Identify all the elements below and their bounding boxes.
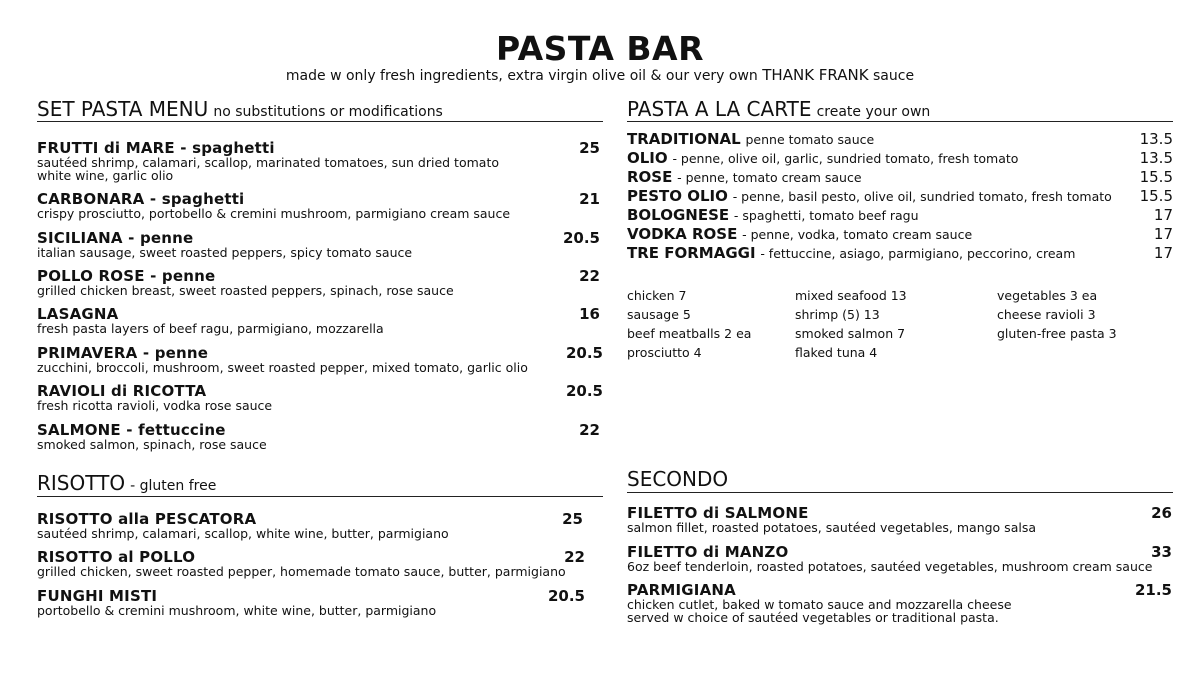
menu-item: [37, 588, 597, 617]
carte-row: [627, 206, 1173, 225]
carte-desc: - penne, basil pesto, olive oil, sundried tomato, fresh tomato: [732, 189, 1112, 204]
subtitle-prefix: made w only fresh ingredients, extra virgin olive oil & our very own: [285, 68, 758, 84]
addon-item: vegetables 3 ea: [997, 288, 1098, 303]
item-name: SICILIANA - penne: [37, 229, 194, 247]
menu-item: [627, 505, 1187, 534]
menu-item: [627, 582, 1187, 624]
item-price: 26: [1151, 504, 1172, 522]
menu-item: [37, 383, 597, 412]
carte-price: 15.5: [1139, 168, 1173, 186]
item-name: POLLO ROSE - penne: [37, 267, 216, 285]
carte-note: create your own: [816, 104, 931, 120]
carte-heading: [627, 98, 930, 122]
addon-item: chicken 7: [627, 288, 687, 303]
addon-item: smoked salmon 7: [795, 326, 906, 341]
item-price: 22: [564, 548, 585, 566]
menu-item: [37, 268, 597, 297]
risotto-note: - gluten free: [130, 478, 217, 494]
item-price: 22: [579, 421, 600, 439]
addon-item: flaked tuna 4: [795, 345, 878, 360]
secondo-title: SECONDO: [627, 467, 729, 491]
menu-item: [37, 230, 597, 259]
carte-price: 17: [1153, 225, 1173, 243]
carte-title: PASTA A LA CARTE: [627, 97, 812, 121]
carte-price: 13.5: [1139, 130, 1173, 148]
carte-row: [627, 130, 1173, 149]
item-desc: chicken cutlet, baked w tomato sauce and mozzarella cheese: [627, 597, 1012, 612]
item-price: 20.5: [565, 382, 603, 400]
carte-list: [627, 130, 1173, 263]
item-desc: smoked salmon, spinach, rose sauce: [37, 437, 267, 452]
carte-price: 17: [1153, 244, 1173, 262]
item-name: PRIMAVERA - penne: [37, 344, 209, 362]
carte-name: ROSE: [627, 168, 673, 186]
carte-price: 13.5: [1139, 149, 1173, 167]
item-desc-2: served w choice of sautéed vegetables or traditional pasta.: [627, 610, 999, 625]
item-price: 25: [579, 139, 600, 157]
set-pasta-divider: [37, 121, 603, 122]
item-desc: salmon fillet, roasted potatoes, sautéed vegetables, mango salsa: [627, 520, 1036, 535]
addon-item: beef meatballs 2 ea: [627, 326, 752, 341]
addons-col-3: [997, 286, 1117, 343]
menu-title: PASTA BAR: [495, 29, 705, 68]
secondo-heading: [627, 468, 728, 492]
addons-col-2: [795, 286, 907, 362]
menu-item: [37, 345, 597, 374]
item-desc: italian sausage, sweet roasted peppers, spicy tomato sauce: [37, 245, 413, 260]
set-pasta-title: SET PASTA MENU: [37, 97, 209, 121]
item-name: RISOTTO al POLLO: [37, 548, 196, 566]
item-name: FILETTO di SALMONE: [627, 504, 809, 522]
carte-name: OLIO: [627, 149, 668, 167]
item-name: FUNGHI MISTI: [37, 587, 158, 605]
carte-name: VODKA ROSE: [627, 225, 738, 243]
item-name: PARMIGIANA: [627, 581, 736, 599]
menu-subtitle: [0, 66, 1200, 85]
item-price: 21.5: [1134, 581, 1172, 599]
carte-name: TRE FORMAGGI: [627, 244, 756, 262]
item-name: RAVIOLI di RICOTTA: [37, 382, 207, 400]
carte-name: PESTO OLIO: [627, 187, 728, 205]
carte-desc: penne tomato sauce: [745, 132, 875, 147]
item-price: 22: [579, 267, 600, 285]
item-price: 20.5: [562, 229, 600, 247]
menu-item: [37, 140, 597, 182]
menu-item: [37, 511, 597, 540]
carte-desc: - penne, vodka, tomato cream sauce: [742, 227, 973, 242]
risotto-heading: [37, 472, 216, 496]
addon-item: shrimp (5) 13: [795, 307, 880, 322]
item-desc: grilled chicken breast, sweet roasted peppers, spinach, rose sauce: [37, 283, 454, 298]
item-desc: 6oz beef tenderloin, roasted potatoes, sautéed vegetables, mushroom cream sauce: [627, 559, 1153, 574]
item-name: LASAGNA: [37, 305, 119, 323]
item-name: SALMONE - fettuccine: [37, 421, 226, 439]
carte-desc: - penne, tomato cream sauce: [677, 170, 862, 185]
addon-item: gluten-free pasta 3: [997, 326, 1117, 341]
item-desc: grilled chicken, sweet roasted pepper, homemade tomato sauce, butter, parmigiano: [37, 564, 566, 579]
item-name: FILETTO di MANZO: [627, 543, 789, 561]
addon-item: mixed seafood 13: [795, 288, 907, 303]
carte-desc: - spaghetti, tomato beef ragu: [733, 208, 919, 223]
menu-item: [627, 544, 1187, 573]
item-desc-2: white wine, garlic olio: [37, 168, 174, 183]
addons-col-1: [627, 286, 751, 362]
item-price: 33: [1151, 543, 1172, 561]
carte-name: TRADITIONAL: [627, 130, 741, 148]
addon-item: cheese ravioli 3: [997, 307, 1096, 322]
menu-item: [37, 422, 597, 451]
carte-row: [627, 149, 1173, 168]
secondo-divider: [627, 492, 1173, 493]
menu-item: [37, 306, 597, 335]
item-desc: fresh pasta layers of beef ragu, parmigiano, mozzarella: [37, 321, 384, 336]
set-pasta-heading: [37, 98, 443, 122]
risotto-title: RISOTTO: [37, 471, 126, 495]
menu-item: [37, 549, 597, 578]
risotto-divider: [37, 496, 603, 497]
item-price: 21: [579, 190, 600, 208]
item-desc: zucchini, broccoli, mushroom, sweet roasted pepper, mixed tomato, garlic olio: [37, 360, 528, 375]
carte-desc: - penne, olive oil, garlic, sundried tomato, fresh tomato: [672, 151, 1019, 166]
item-desc: portobello & cremini mushroom, white wine, butter, parmigiano: [37, 603, 437, 618]
item-price: 16: [579, 305, 600, 323]
item-name: FRUTTI di MARE - spaghetti: [37, 139, 275, 157]
carte-price: 17: [1153, 206, 1173, 224]
item-price: 20.5: [565, 344, 603, 362]
item-desc: fresh ricotta ravioli, vodka rose sauce: [37, 398, 273, 413]
item-price: 20.5: [547, 587, 585, 605]
item-desc: sautéed shrimp, calamari, scallop, marinated tomatoes, sun dried tomato: [37, 155, 499, 170]
set-pasta-note: no substitutions or modifications: [213, 104, 443, 120]
item-desc: crispy prosciutto, portobello & cremini mushroom, parmigiano cream sauce: [37, 206, 511, 221]
carte-row: [627, 168, 1173, 187]
carte-desc: - fettuccine, asiago, parmigiano, peccorino, cream: [760, 246, 1076, 261]
carte-price: 15.5: [1139, 187, 1173, 205]
subtitle-brand: THANK FRANK: [762, 66, 869, 84]
subtitle-suffix: sauce: [873, 68, 915, 84]
carte-divider: [627, 121, 1173, 122]
item-price: 25: [562, 510, 583, 528]
item-name: CARBONARA - spaghetti: [37, 190, 245, 208]
carte-row: [627, 244, 1173, 263]
carte-row: [627, 225, 1173, 244]
item-desc: sautéed shrimp, calamari, scallop, white wine, butter, parmigiano: [37, 526, 449, 541]
carte-name: BOLOGNESE: [627, 206, 730, 224]
addon-item: prosciutto 4: [627, 345, 702, 360]
addon-item: sausage 5: [627, 307, 691, 322]
item-name: RISOTTO alla PESCATORA: [37, 510, 257, 528]
menu-item: [37, 191, 597, 220]
carte-row: [627, 187, 1173, 206]
